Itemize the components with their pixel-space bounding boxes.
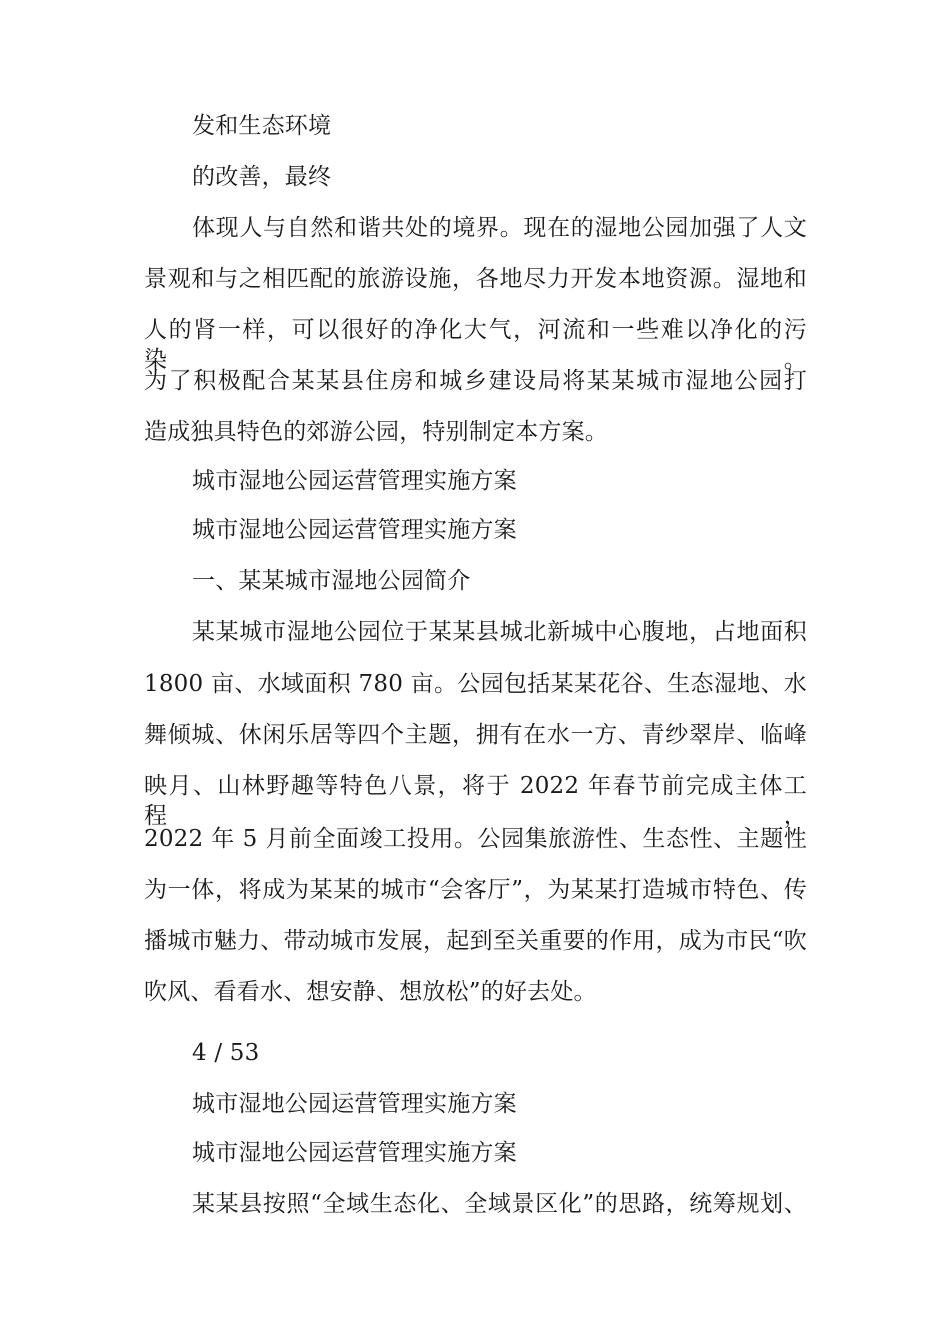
- text-line: 景观和与之相匹配的旅游设施，各地尽力开发本地资源。湿地和: [144, 266, 807, 292]
- text-line: 人的肾一样，可以很好的净化大气，河流和一些难以净化的污染。: [144, 317, 807, 373]
- section-heading: 城市湿地公园运营管理实施方案: [192, 1140, 517, 1166]
- text-line: 映月、山林野趣等特色八景，将于 2022 年春节前完成主体工程，: [144, 773, 807, 829]
- text-line: 1800 亩、水域面积 780 亩。公园包括某某花谷、生态湿地、水: [144, 671, 807, 697]
- section-heading: 一、某某城市湿地公园简介: [192, 568, 471, 594]
- text-line: 为了积极配合某某县住房和城乡建设局将某某城市湿地公园打: [144, 368, 807, 394]
- text-line: 播城市魅力、带动城市发展，起到至关重要的作用，成为市民“吹: [144, 928, 807, 954]
- section-heading: 城市湿地公园运营管理实施方案: [192, 468, 517, 494]
- text-line: 的改善，最终: [192, 164, 332, 190]
- text-line: 某某县按照“全域生态化、全域景区化”的思路，统筹规划、: [192, 1191, 807, 1217]
- section-heading: 城市湿地公园运营管理实施方案: [192, 517, 517, 543]
- text-line: 某某城市湿地公园位于某某县城北新城中心腹地，占地面积: [192, 619, 807, 645]
- text-line: 造成独具特色的郊游公园，特别制定本方案。: [144, 419, 608, 445]
- page-number: 4 / 53: [192, 1040, 260, 1066]
- text-line: 发和生态环境: [192, 113, 332, 139]
- text-line: 2022 年 5 月前全面竣工投用。公园集旅游性、生态性、主题性: [144, 826, 807, 852]
- text-line: 体现人与自然和谐共处的境界。现在的湿地公园加强了人文: [192, 215, 807, 241]
- text-line: 舞倾城、休闲乐居等四个主题，拥有在水一方、青纱翠岸、临峰: [144, 722, 807, 748]
- section-heading: 城市湿地公园运营管理实施方案: [192, 1091, 517, 1117]
- text-line: 吹风、看看水、想安静、想放松”的好去处。: [144, 979, 597, 1005]
- text-line: 为一体，将成为某某的城市“会客厅”，为某某打造城市特色、传: [144, 877, 807, 903]
